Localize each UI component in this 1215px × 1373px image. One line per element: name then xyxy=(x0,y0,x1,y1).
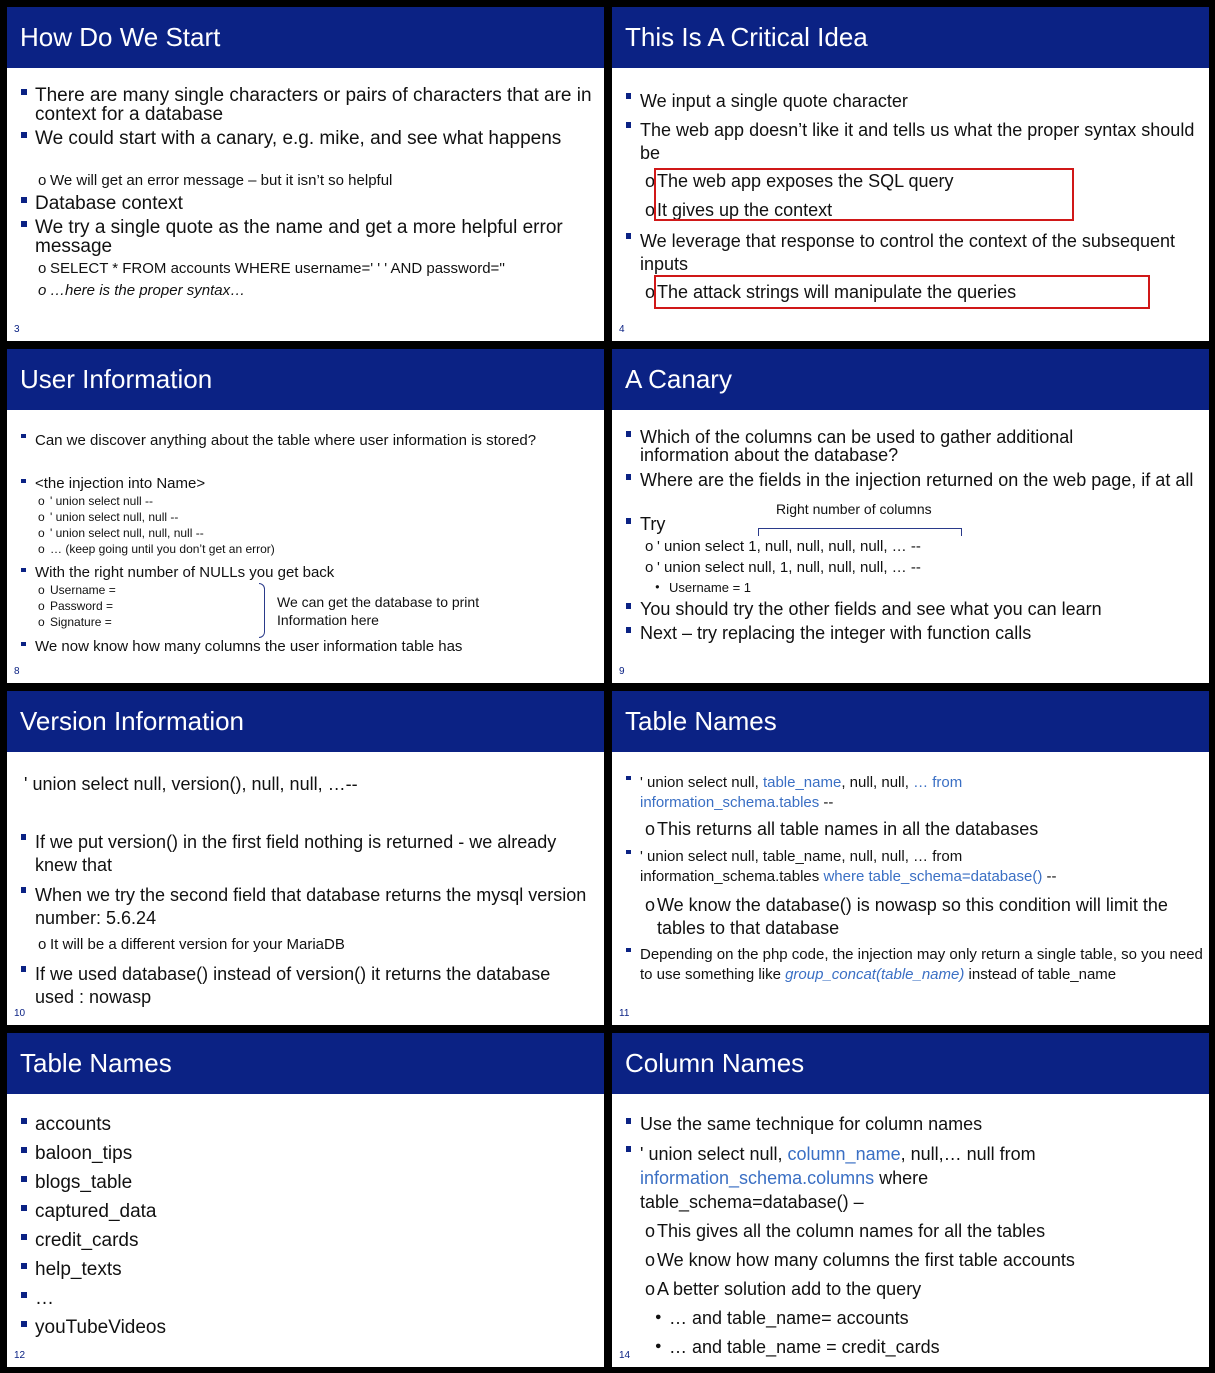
sub-sub-bullet: ● … and table_name= accounts xyxy=(655,1309,1205,1327)
sub-bullet: o Username = xyxy=(38,584,600,596)
curly-brace xyxy=(259,583,265,638)
sub-bullet: o A better solution add to the query xyxy=(645,1280,1205,1298)
text: -- xyxy=(819,794,834,812)
bullet: We now know how many columns the user information table has xyxy=(7,639,600,654)
text: instead of table_name xyxy=(964,966,1117,984)
bullet: Which of the columns can be used to gather additional information about the database? xyxy=(612,428,1149,464)
sub-bullet: o Password = xyxy=(38,600,600,612)
slide-number: 11 xyxy=(619,1008,630,1019)
slide-9 xyxy=(612,349,1209,683)
slide-title: Table Names xyxy=(7,1033,604,1094)
sub-bullet: o This gives all the column names for all the tables xyxy=(645,1222,1205,1240)
text: ' union select null, xyxy=(640,774,763,791)
bullet: If we put version() in the first field nothing is returned - we already knew that xyxy=(7,831,574,878)
sub-bullet: o It gives up the context xyxy=(645,201,1205,219)
curly-brace xyxy=(758,528,962,536)
sub-bullet: o ' union select null, null, null -- xyxy=(38,527,600,539)
slide-number: 12 xyxy=(14,1350,26,1361)
bullet: <the injection into Name> xyxy=(7,476,600,491)
slide-number: 10 xyxy=(14,1008,26,1019)
slide-title: Version Information xyxy=(7,691,604,752)
sub-bullet: o ' union select null, 1, null, null, null, … -- xyxy=(645,560,1205,575)
sub-bullet: o SELECT * FROM accounts WHERE username=' ' ' AND password='' xyxy=(38,261,600,276)
bullet: If we used database() instead of version() it returns the database used : nowasp xyxy=(7,963,554,1010)
bullet xyxy=(612,773,1039,814)
bullet: We leverage that response to control the context of the subsequent inputs xyxy=(612,230,1205,277)
brace-label: Right number of columns xyxy=(776,501,932,517)
bullet: With the right number of NULLs you get back xyxy=(7,565,600,580)
slide-4 xyxy=(612,7,1209,341)
slide-12 xyxy=(7,1033,604,1367)
slide-title: User Information xyxy=(7,349,604,410)
text: , null,… null from xyxy=(900,1144,1036,1164)
highlight-text: column_name xyxy=(787,1144,901,1164)
text: where table_schema=database() – xyxy=(640,1167,929,1212)
sub-bullet: o We know the database() is nowasp so this condition will limit the tables to that database xyxy=(645,894,1205,941)
sub-bullet: o …here is the proper syntax… xyxy=(38,283,600,298)
bullet xyxy=(612,847,1119,888)
text: , null, null, xyxy=(841,774,914,791)
sub-bullet: o We will get an error message – but it isn’t so helpful xyxy=(38,173,600,188)
bullet: The web app doesn’t like it and tells us what the proper syntax should be xyxy=(612,119,1205,166)
slide-title: A Canary xyxy=(612,349,1209,410)
bullet: Next – try replacing the integer with function calls xyxy=(612,624,1205,642)
slide-title: This Is A Critical Idea xyxy=(612,7,1209,68)
list-item: youTubeVideos xyxy=(7,1318,600,1337)
highlight-text: … from information_schema.tables xyxy=(640,774,963,812)
slide-number: 3 xyxy=(14,324,20,335)
highlight-text: table_name xyxy=(762,774,842,791)
sub-sub-bullet: ● … and table_name = credit_cards xyxy=(655,1338,1205,1356)
highlight-text: information_schema.columns xyxy=(640,1167,875,1188)
bullet: Try xyxy=(612,515,1205,533)
slide-number: 4 xyxy=(619,324,625,335)
slide-3 xyxy=(7,7,604,341)
annotation: We can get the database to print Information here xyxy=(277,594,480,628)
bullet: Where are the fields in the injection returned on the web page, if at all xyxy=(612,471,1205,489)
list-item: baloon_tips xyxy=(7,1144,600,1163)
bullet xyxy=(612,1143,1099,1215)
list-item: accounts xyxy=(7,1115,600,1134)
bullet xyxy=(612,945,1205,986)
bullet: Database context xyxy=(7,194,600,213)
bullet: We could start with a canary, e.g. mike, and see what happens xyxy=(7,129,600,148)
sub-bullet: o ' union select null, null -- xyxy=(38,511,600,523)
highlight-box xyxy=(654,168,1074,221)
list-item: captured_data xyxy=(7,1202,600,1221)
sub-bullet: o ' union select 1, null, null, null, null, … -- xyxy=(645,539,1205,554)
list-item: help_texts xyxy=(7,1260,600,1279)
bullet: We input a single quote character xyxy=(612,90,1205,113)
text: -- xyxy=(1042,868,1057,886)
bullet: We try a single quote as the name and get a more helpful error message xyxy=(7,218,600,256)
highlight-text: where table_schema=database() xyxy=(823,868,1043,886)
sub-bullet: o The attack strings will manipulate the queries xyxy=(645,283,1205,301)
list-item: blogs_table xyxy=(7,1173,600,1192)
bullet: When we try the second field that database returns the mysql version number: 5.6.24 xyxy=(7,884,600,931)
sub-bullet: o This returns all table names in all the databases xyxy=(645,820,1205,838)
sub-bullet: o We know how many columns the first table accounts xyxy=(645,1251,1205,1269)
slide-number: 8 xyxy=(14,666,20,677)
sub-bullet: o … (keep going until you don’t get an error) xyxy=(38,543,600,555)
sub-sub-bullet: ● Username = 1 xyxy=(655,581,1205,594)
text: ' union select null, table_name, null, null, … from information_schema.tables xyxy=(640,848,963,886)
sub-bullet: o Signature = xyxy=(38,616,600,628)
slide-14 xyxy=(612,1033,1209,1367)
highlight-box xyxy=(654,275,1150,309)
slide-title: How Do We Start xyxy=(7,7,604,68)
text: Depending on the php code, the injection may only return a single table, so you need to use something like xyxy=(640,946,1203,984)
sub-bullet: o The web app exposes the SQL query xyxy=(645,172,1205,190)
bullet: Use the same technique for column names xyxy=(612,1115,1205,1133)
list-item: … xyxy=(7,1289,600,1308)
sub-bullet: o ' union select null -- xyxy=(38,495,600,507)
code-line: ' union select null, version(), null, null, …-- xyxy=(24,774,358,794)
slide-number: 14 xyxy=(619,1350,631,1361)
list-item: credit_cards xyxy=(7,1231,600,1250)
bullet: There are many single characters or pairs of characters that are in context for a database xyxy=(7,86,600,124)
bullet: Can we discover anything about the table where user information is stored? xyxy=(7,431,544,451)
slide-title: Column Names xyxy=(612,1033,1209,1094)
slide-number: 9 xyxy=(619,666,625,677)
slide-title: Table Names xyxy=(612,691,1209,752)
bullet: You should try the other fields and see what you can learn xyxy=(612,600,1205,618)
slide-10 xyxy=(7,691,604,1025)
slide-8 xyxy=(7,349,604,683)
text: ' union select null, xyxy=(640,1144,788,1164)
slide-11 xyxy=(612,691,1209,1025)
sub-bullet: o It will be a different version for your MariaDB xyxy=(38,937,600,952)
highlight-text: group_concat(table_name) xyxy=(785,966,965,984)
